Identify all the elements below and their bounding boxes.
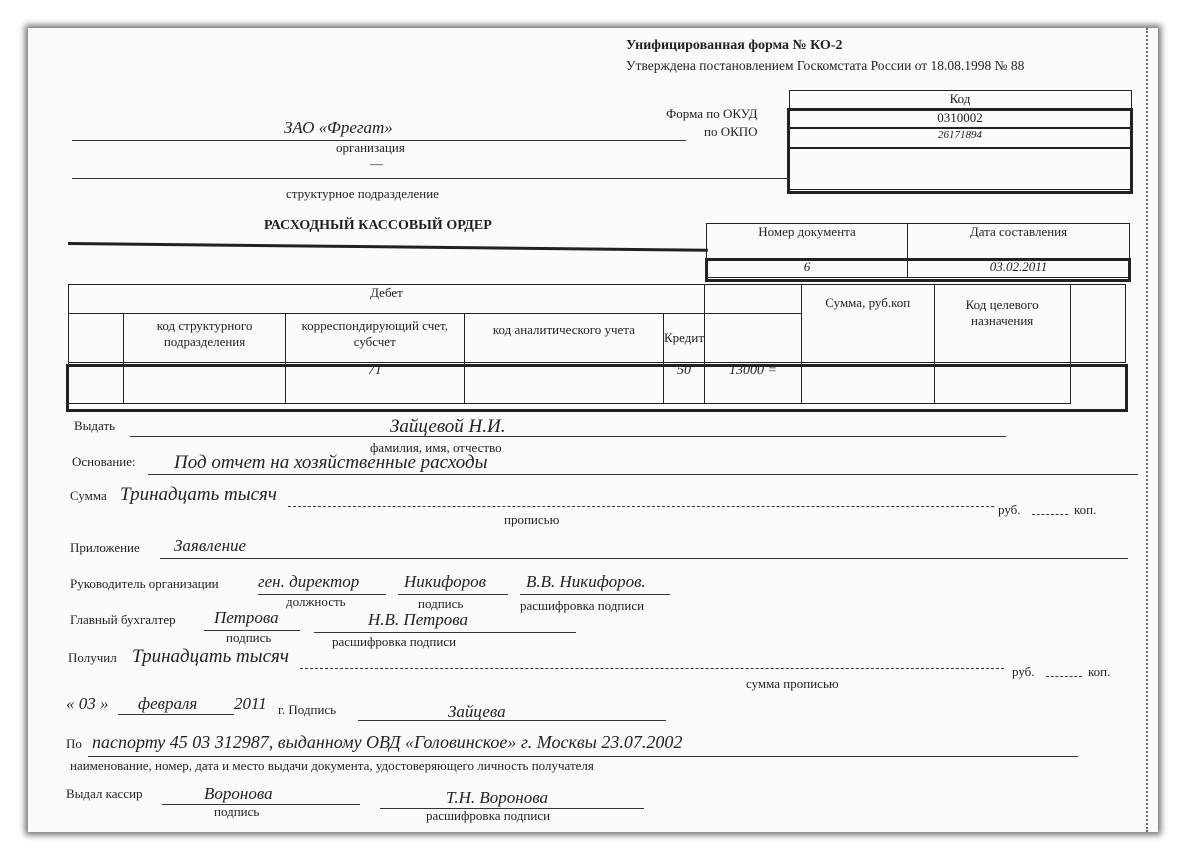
credit-head: Кредит [664, 314, 705, 363]
received-caption: сумма прописью [746, 676, 839, 691]
received-value: Тринадцать тысяч [132, 646, 289, 667]
receiver-signature: Зайцева [448, 702, 506, 721]
received-label: Получил [68, 650, 117, 665]
title-rule [68, 242, 708, 252]
perforation-line [1146, 28, 1148, 832]
received-kop-line [1046, 676, 1082, 677]
sum-label: Сумма [70, 488, 107, 503]
cashier-decode: Т.Н. Воронова [446, 788, 548, 807]
basis-value: Под отчет на хозяйственные расходы [174, 452, 488, 473]
received-kop: коп. [1088, 664, 1111, 679]
head-decode: В.В. Никифоров. [526, 572, 646, 591]
head-decode-caption: расшифровка подписи [520, 598, 645, 613]
document-title: РАСХОДНЫЙ КАССОВЫЙ ОРДЕР [264, 218, 492, 233]
head-signature-line [398, 594, 508, 595]
okpo-label: по ОКПО [704, 124, 758, 139]
debit-head: Дебет [69, 285, 705, 314]
basis-line [148, 474, 1138, 475]
form-title: Унифицированная форма № КО-2 [626, 38, 843, 53]
acc-decode-line [314, 632, 576, 633]
purpose-head: Код целевого назначения [934, 285, 1070, 363]
acc-signature-caption: подпись [226, 630, 272, 645]
head-decode-line [520, 594, 670, 595]
cashier-signature: Воронова [204, 784, 273, 803]
doc-date-head: Дата составления [908, 224, 1130, 259]
sum-kop-line [1032, 514, 1068, 515]
cashier-label: Выдал кассир [66, 786, 143, 801]
date-year: 2011 [234, 694, 267, 713]
sum-line [288, 506, 994, 507]
okud-value: 0310002 [789, 109, 1131, 128]
org-name: ЗАО «Фрегат» [284, 118, 393, 137]
cashier-signature-line [162, 804, 360, 805]
credit-top [705, 285, 802, 314]
doc-label: По [66, 736, 82, 751]
issue-caption: фамилия, имя, отчество [370, 440, 502, 455]
date-suffix: г. Подпись [278, 702, 337, 717]
date-month-line [118, 714, 234, 715]
sum-head: Сумма, руб.коп [801, 285, 934, 363]
doc-number: 6 [707, 259, 908, 278]
received-line [300, 668, 1004, 669]
okpo-value: 26171894 [789, 128, 1131, 148]
issue-label: Выдать [74, 418, 116, 433]
empty-head [69, 314, 124, 363]
division-value: — [370, 156, 383, 171]
sum-kop: коп. [1074, 502, 1097, 517]
acc-label: Главный бухгалтер [70, 612, 176, 627]
codes-head: Код [789, 91, 1131, 110]
account-head: корреспондирующий счет, субсчет [285, 314, 464, 363]
doc-date: 03.02.2011 [908, 259, 1130, 278]
extra-head [1070, 285, 1125, 363]
issue-line [130, 436, 1006, 437]
date-month: февраля [138, 694, 198, 713]
sum-value: Тринадцать тысяч [120, 484, 277, 505]
issue-value: Зайцевой Н.И. [390, 416, 506, 437]
receiver-signature-line [358, 720, 666, 721]
cashier-decode-caption: расшифровка подписи [426, 808, 551, 823]
head-signature-caption: подпись [418, 596, 464, 611]
row-cell-sum: 13000 = [705, 363, 802, 404]
acc-signature: Петрова [214, 608, 279, 627]
okud-label: Форма по ОКУД [666, 106, 758, 121]
data-row-frame [66, 364, 1128, 412]
head-signature: Никифоров [404, 572, 486, 591]
codes-frame [787, 108, 1133, 194]
division-line [72, 178, 790, 179]
sum-caption: прописью [504, 512, 560, 527]
head-position-caption: должность [286, 594, 346, 609]
row-cell-credit: 50 [664, 363, 705, 404]
acc-decode: Н.В. Петрова [368, 610, 469, 629]
org-caption: организация [336, 140, 405, 155]
basis-label: Основание: [72, 454, 136, 469]
doc-caption: наименование, номер, дата и место выдачи документа, удостоверяющего личность получателя [70, 758, 594, 773]
division-caption: структурное подразделение [286, 186, 439, 201]
date-day: « 03 » [66, 694, 109, 713]
doc-number-frame [705, 258, 1131, 282]
attach-line [160, 558, 1128, 559]
division-head: код структурного подразделения [124, 314, 286, 363]
doc-line [88, 756, 1078, 757]
row-cell-account: 71 [285, 363, 464, 404]
sum-rub: руб. [998, 502, 1021, 517]
analytic-head: код аналитического учета [464, 314, 663, 363]
acc-decode-caption: расшифровка подписи [332, 634, 457, 649]
form-subtitle: Утверждена постановлением Госкомстата России от 18.08.1998 № 88 [626, 58, 1025, 73]
cashier-signature-caption: подпись [214, 804, 260, 819]
head-position: ген. директор [258, 572, 360, 591]
doc-number-head: Номер документа [707, 224, 908, 259]
head-label: Руководитель организации [70, 576, 219, 591]
received-rub: руб. [1012, 664, 1035, 679]
cash-order-document [28, 28, 1158, 832]
attach-label: Приложение [70, 540, 140, 555]
attach-value: Заявление [174, 536, 247, 555]
doc-value: паспорту 45 03 312987, выданному ОВД «Головинское» г. Москвы 23.07.2002 [92, 732, 683, 752]
